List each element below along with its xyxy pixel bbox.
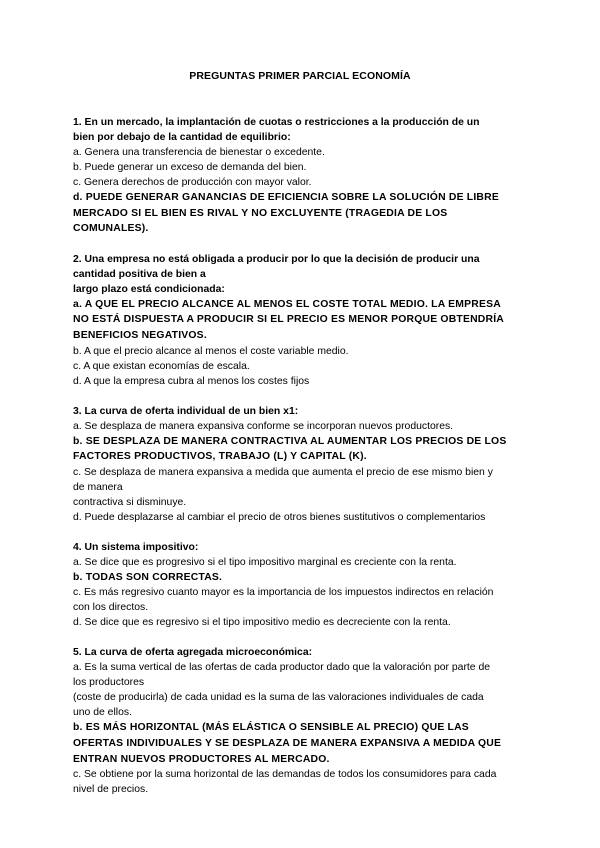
option-line: ENTRAN NUEVOS PRODUCTORES AL MERCADO. — [73, 753, 330, 765]
option-line: contractiva si disminuye. — [73, 496, 187, 508]
answer-option-correct — [73, 720, 525, 767]
option-line: c. Se desplaza de manera expansiva a medida que aumenta el precio de ese mismo bien y — [73, 466, 493, 478]
answer-option-correct — [73, 190, 525, 237]
answer-option — [73, 145, 525, 160]
option-line: MERCADO SI EL BIEN ES RIVAL Y NO EXCLUYENTE (TRAGEDIA DE LOS — [73, 207, 448, 219]
question-stem-line: bien por debajo de la cantidad de equilibrio: — [73, 132, 291, 143]
option-line: d. A que la empresa cubra al menos los costes fijos — [73, 375, 310, 387]
question-3 — [73, 404, 525, 525]
option-line: los productores — [73, 677, 145, 689]
option-line: b. TODAS SON CORRECTAS. — [73, 571, 223, 583]
document-title: PREGUNTAS PRIMER PARCIAL ECONOMÍA — [189, 70, 411, 82]
option-line: b. SE DESPLAZA DE MANERA CONTRACTIVA AL AUMENTAR LOS PRECIOS DE LOS — [73, 435, 507, 447]
question-4 — [73, 540, 525, 631]
question-stem-line: 2. Una empresa no está obligada a producir por lo que la decisión de producir una — [73, 253, 480, 265]
option-line: BENEFICIOS NEGATIVOS. — [73, 329, 207, 341]
option-line: a. A QUE EL PRECIO ALCANCE AL MENOS EL COSTE TOTAL MEDIO. LA EMPRESA — [73, 298, 501, 310]
answer-option — [73, 615, 525, 630]
option-line: c. Genera derechos de producción con mayor valor. — [73, 177, 312, 188]
question-stem-line: 3. La curva de oferta individual de un bien x1: — [73, 405, 299, 417]
answer-option — [73, 175, 525, 190]
answer-option — [73, 465, 525, 510]
option-line: NO ESTÁ DISPUESTA A PRODUCIR SI EL PRECIO ES MENOR PORQUE OBTENDRÍA — [73, 314, 504, 326]
answer-option — [73, 585, 525, 615]
answer-option — [73, 374, 525, 389]
option-line: a. Se desplaza de manera expansiva conforme se incorporan nuevos productores. — [73, 420, 454, 432]
option-line: a. Es la suma vertical de las ofertas de cada productor dado que la valoración por parte de — [73, 662, 491, 674]
answer-option — [73, 660, 525, 720]
option-line: b. Puede generar un exceso de demanda del bien. — [73, 162, 307, 173]
option-line: OFERTAS INDIVIDUALES Y SE DESPLAZA DE MANERA EXPANSIVA A MEDIDA QUE — [73, 737, 502, 749]
answer-option — [73, 767, 525, 797]
question-stem-line: 5. La curva de oferta agregada microeconómica: — [73, 647, 313, 659]
option-line: c. Se obtiene por la suma horizontal de las demandas de todos los consumidores para cada — [73, 769, 497, 781]
question-stem-line: largo plazo está condicionada: — [73, 283, 225, 295]
answer-option-correct — [73, 297, 525, 344]
option-line: con los directos. — [73, 602, 149, 614]
question-stem-line: cantidad positiva de bien a — [73, 268, 206, 280]
option-line: d. Puede desplazarse al cambiar el precio de otros bienes sustitutivos o complementarios — [73, 511, 486, 523]
option-line: b. ES MÁS HORIZONTAL (MÁS ELÁSTICA O SENSIBLE AL PRECIO) QUE LAS — [73, 722, 469, 734]
option-line: (coste de producirla) de cada unidad es la suma de las valoraciones individuales de cada — [73, 692, 484, 704]
option-line: c. A que existan economías de escala. — [73, 360, 250, 372]
questions-body — [73, 115, 525, 797]
answer-option — [73, 510, 525, 525]
answer-option — [73, 344, 525, 359]
question-2 — [73, 252, 525, 389]
question-stem-line: 4. Un sistema impositivo: — [73, 541, 199, 553]
answer-option — [73, 160, 525, 175]
option-line: a. Genera una transferencia de bienestar o excedente. — [73, 147, 325, 158]
answer-option — [73, 359, 525, 374]
option-line: de manera — [73, 481, 123, 493]
question-spacer — [73, 525, 525, 540]
option-line: d. PUEDE GENERAR GANANCIAS DE EFICIENCIA SOBRE LA SOLUCIÓN DE LIBRE — [73, 192, 499, 203]
option-line: FACTORES PRODUCTIVOS, TRABAJO (L) Y CAPITAL (K). — [73, 451, 367, 463]
option-line: c. Es más regresivo cuanto mayor es la importancia de los impuestos indirectos en relación — [73, 587, 494, 599]
question-spacer — [73, 237, 525, 252]
option-line: d. Se dice que es regresivo si el tipo impositivo medio es decreciente con la renta. — [73, 617, 451, 629]
option-line: COMUNALES). — [73, 223, 149, 235]
question-spacer — [73, 389, 525, 404]
option-line: a. Se dice que es progresivo si el tipo impositivo marginal es creciente con la renta. — [73, 556, 457, 568]
answer-option-correct — [73, 570, 525, 586]
question-stem-line: 1. En un mercado, la implantación de cuotas o restricciones a la producción de un — [73, 117, 480, 128]
option-line: nivel de precios. — [73, 784, 149, 796]
question-1 — [73, 115, 525, 237]
option-line: b. A que el precio alcance al menos el coste variable medio. — [73, 345, 349, 357]
answer-option-correct — [73, 434, 525, 465]
question-5 — [73, 645, 525, 797]
question-spacer — [73, 630, 525, 645]
answer-option — [73, 419, 525, 434]
option-line: uno de ellos. — [73, 707, 132, 719]
answer-option — [73, 555, 525, 570]
